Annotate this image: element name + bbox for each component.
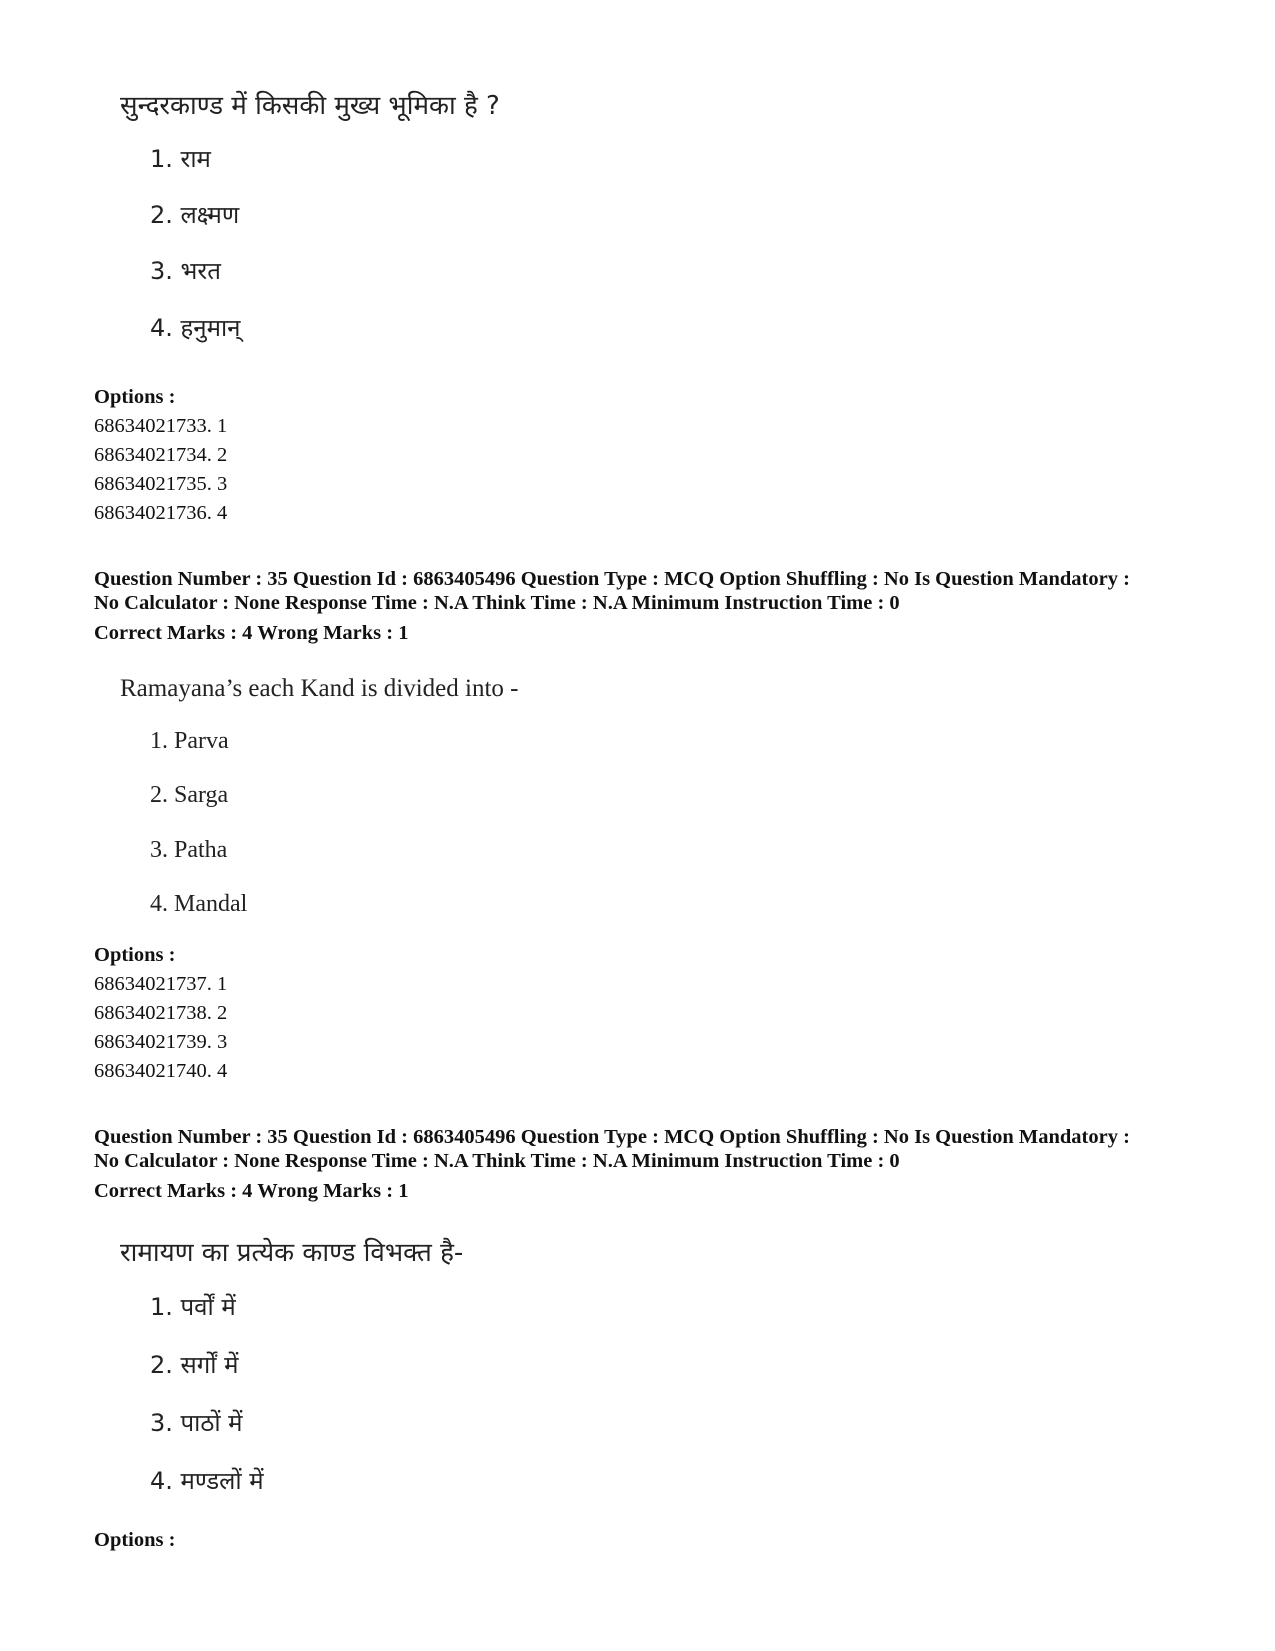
choice-3: 3. भरत [150, 257, 221, 285]
question-meta-line-2: No Calculator : None Response Time : N.A Think Time : N.A Minimum Instruction Time : 0 [94, 592, 900, 614]
marks-line: Correct Marks : 4 Wrong Marks : 1 [94, 1180, 409, 1202]
choice-2: 2. लक्ष्मण [150, 201, 240, 229]
option-id-4: 68634021740. 4 [94, 1060, 228, 1082]
choice-4: 4. Mandal [150, 891, 248, 917]
options-heading: Options : [94, 1529, 176, 1551]
question-text: सुन्दरकाण्ड में किसकी मुख्य भूमिका है ? [120, 91, 500, 121]
option-id-3: 68634021735. 3 [94, 473, 228, 495]
option-id-2: 68634021734. 2 [94, 444, 228, 466]
option-id-3: 68634021739. 3 [94, 1031, 228, 1053]
option-id-1: 68634021737. 1 [94, 973, 228, 995]
choice-3: 3. पाठों में [150, 1409, 243, 1437]
option-id-2: 68634021738. 2 [94, 1002, 228, 1024]
option-id-1: 68634021733. 1 [94, 415, 228, 437]
choice-1: 1. Parva [150, 728, 229, 754]
question-meta-line-1: Question Number : 35 Question Id : 6863405496 Question Type : MCQ Option Shuffling : No Is Question Mandatory : [94, 568, 1130, 590]
question-text: रामायण का प्रत्येक काण्ड विभक्त है- [120, 1238, 464, 1268]
choice-4: 4. हनुमान् [150, 314, 241, 342]
choice-2: 2. सर्गों में [150, 1351, 239, 1379]
choice-1: 1. पर्वों में [150, 1293, 236, 1321]
question-meta-line-1: Question Number : 35 Question Id : 6863405496 Question Type : MCQ Option Shuffling : No Is Question Mandatory : [94, 1126, 1130, 1148]
options-heading: Options : [94, 944, 176, 966]
choice-1: 1. राम [150, 145, 211, 173]
choice-2: 2. Sarga [150, 782, 229, 808]
question-meta-line-2: No Calculator : None Response Time : N.A Think Time : N.A Minimum Instruction Time : 0 [94, 1150, 900, 1172]
option-id-4: 68634021736. 4 [94, 502, 228, 524]
options-heading: Options : [94, 386, 176, 408]
choice-3: 3. Patha [150, 837, 228, 863]
question-text: Ramayana’s each Kand is divided into - [120, 675, 519, 702]
choice-4: 4. मण्डलों में [150, 1467, 264, 1495]
marks-line: Correct Marks : 4 Wrong Marks : 1 [94, 622, 409, 644]
